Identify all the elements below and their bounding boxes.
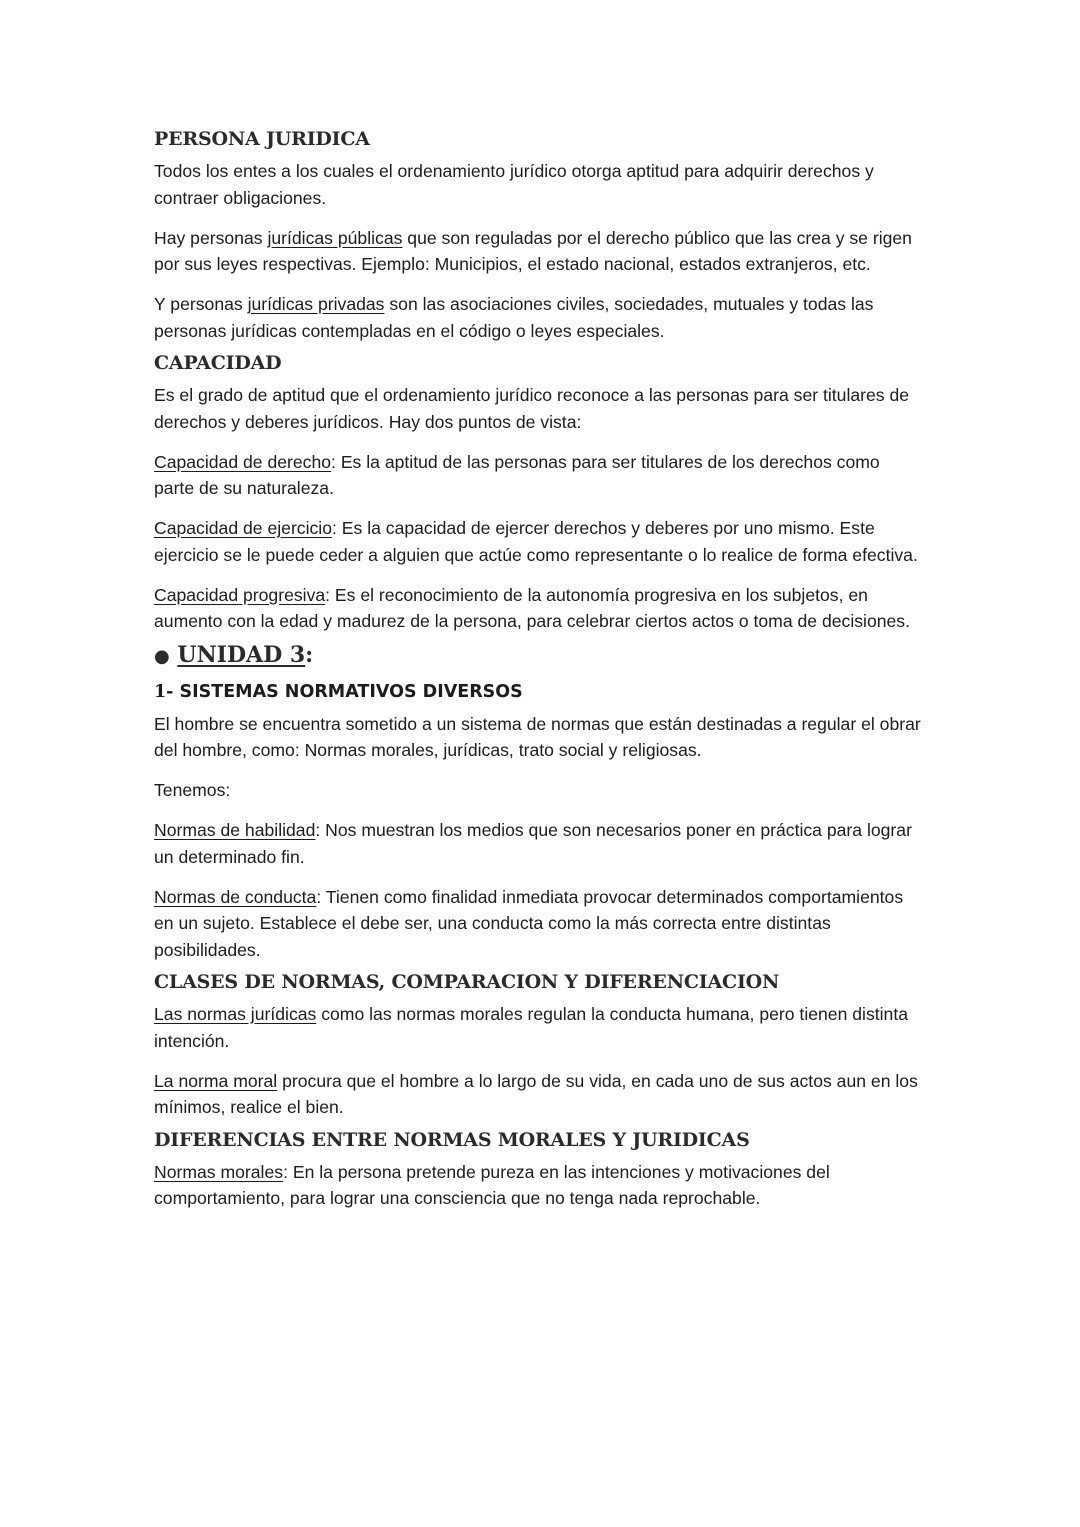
paragraph-personas-privadas [154, 291, 924, 344]
text: son las asociaciones civiles, sociedades, mutuales y todas las personas jurídicas contempladas en el código o leyes especiales. [154, 294, 874, 341]
term-capacidad-progresiva: Capacidad progresiva [154, 584, 326, 605]
paragraph-normas-habilidad [154, 817, 924, 870]
unit-colon: : [305, 641, 314, 668]
paragraph-sistemas-definition: El hombre se encuentra sometido a un sistema de normas que están destinadas a regular el obrar del hombre, como: Normas morales, jurídicas, trato social y religiosas. [154, 713, 921, 760]
term-normas-conducta: Normas de conducta [154, 886, 317, 907]
heading-clases-normas: CLASES DE NORMAS, COMPARACION Y DIFERENCIACION [154, 971, 780, 993]
term-juridicas-privadas: jurídicas privadas [247, 294, 385, 314]
document-page [154, 124, 924, 1212]
bullet-icon: ● [154, 645, 170, 667]
paragraph-capacidad-definition: Es el grado de aptitud que el ordenamiento jurídico reconoce a las personas para ser titulares de derechos y deberes jurídicos. Hay dos puntos de vista: [154, 385, 910, 432]
paragraph-norma-moral [154, 1068, 924, 1121]
term-normas-habilidad: Normas de habilidad [154, 820, 316, 840]
paragraph-tenemos: Tenemos: [154, 780, 231, 800]
text: : Es el reconocimiento de la autonomía progresiva en los subjetos, en aumento con la edad y madurez de la persona, para celebrar ciertos actos o toma de decisiones. [154, 584, 910, 631]
text: como las normas morales regulan la conducta humana, pero tienen distinta intención. [154, 1004, 909, 1051]
text: : Es la capacidad de ejercer derechos y deberes por uno mismo. Este ejercicio se le puede ceder a alguien que actúe como representante o lo realice de forma efectiva. [154, 518, 918, 565]
text: : Nos muestran los medios que son necesarios poner en práctica para lograr un determinado fin. [154, 820, 912, 867]
term-capacidad-ejercicio: Capacidad de ejercicio [154, 518, 332, 538]
text: Y personas [154, 294, 248, 314]
paragraph-capacidad-ejercicio [154, 515, 924, 568]
unit-label: UNIDAD 3 [177, 641, 306, 668]
text: : En la persona pretende pureza en las intenciones y motivaciones del comportamiento, para lograr una consciencia que no tenga nada reprochable. [154, 1161, 830, 1208]
section-title: SISTEMAS NORMATIVOS DIVERSOS [179, 681, 523, 702]
text: : Tienen como finalidad inmediata provocar determinados comportamientos en un sujeto. Establece el debe ser, una conducta como la más correcta entre distintas posibilidades. [154, 886, 904, 960]
paragraph-capacidad-derecho [154, 449, 924, 502]
text: : Es la aptitud de las personas para ser titulares de los derechos como parte de su naturaleza. [154, 451, 880, 498]
paragraph-personas-publicas [154, 225, 924, 278]
term-capacidad-derecho: Capacidad de derecho [154, 451, 332, 472]
heading-diferencias: DIFERENCIAS ENTRE NORMAS MORALES Y JURIDICAS [154, 1128, 750, 1151]
paragraph-capacidad-progresiva [154, 582, 924, 635]
text: Hay personas [154, 227, 268, 248]
paragraph-normas-juridicas [154, 1001, 924, 1054]
heading-sistemas-normativos [154, 677, 924, 707]
term-normas-juridicas: Las normas jurídicas [154, 1004, 317, 1024]
text: que son reguladas por el derecho público que las crea y se rigen por sus leyes respectivas. Ejemplo: Municipios, el estado nacional, estados extranjeros, etc. [154, 227, 912, 274]
term-juridicas-publicas: jurídicas públicas [267, 227, 403, 248]
paragraph-normas-morales [154, 1159, 924, 1212]
term-norma-moral: La norma moral [154, 1070, 278, 1091]
heading-capacidad: CAPACIDAD [154, 352, 282, 374]
heading-unidad-3 [154, 639, 924, 673]
heading-persona-juridica: PERSONA JURIDICA [154, 128, 370, 150]
term-normas-morales: Normas morales [154, 1161, 284, 1182]
paragraph-persona-definition: Todos los entes a los cuales el ordenamiento jurídico otorga aptitud para adquirir derechos y contraer obligaciones. [154, 161, 874, 208]
paragraph-normas-conducta [154, 884, 924, 964]
text: procura que el hombre a lo largo de su vida, en cada uno de sus actos aun en los mínimos, realice el bien. [154, 1070, 918, 1117]
section-number: 1- [154, 681, 174, 702]
